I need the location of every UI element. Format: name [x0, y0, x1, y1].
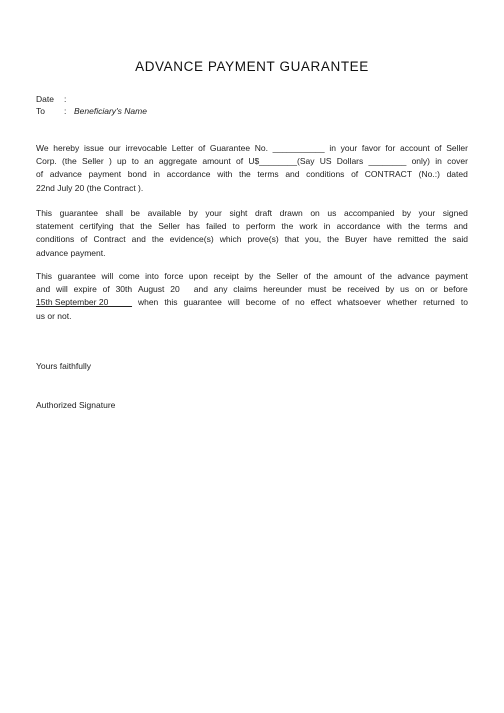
word: said [452, 234, 468, 245]
word: and [453, 221, 468, 232]
word: an [144, 156, 154, 167]
word: or [430, 284, 438, 295]
word: certifying [79, 221, 114, 232]
word: ___________ [272, 143, 325, 153]
word: into [145, 271, 159, 281]
word: will [101, 271, 114, 281]
word: hereby [53, 143, 80, 153]
word: any [213, 284, 228, 295]
word: dated [446, 169, 468, 180]
word: conditions [306, 169, 345, 180]
word: ) [108, 156, 112, 167]
word: and [193, 284, 208, 295]
word: US [319, 156, 332, 167]
para1-line2 [36, 155, 468, 168]
closing-text: Yours faithfully [36, 361, 91, 371]
word: CONTRACT [364, 169, 413, 180]
word: and [131, 234, 146, 245]
date-colon: : [64, 94, 67, 104]
word: Guarantee [209, 143, 251, 153]
word: Buyer [344, 234, 368, 245]
paragraph-availability [36, 207, 468, 260]
word: will [227, 297, 240, 308]
word [186, 283, 188, 296]
word: terms [426, 221, 448, 232]
para3-line2 [36, 283, 468, 296]
word: on [414, 284, 425, 295]
word: in [435, 156, 442, 167]
word: the [380, 271, 392, 281]
word: Seller [276, 271, 299, 281]
word: has [186, 221, 200, 232]
word: advance [49, 169, 82, 180]
word: drawn [279, 208, 303, 218]
word: be [130, 208, 141, 218]
word: up [117, 156, 127, 167]
word: ________ [368, 156, 407, 167]
word: perform [245, 221, 276, 232]
word: to [232, 221, 240, 232]
word: This [36, 271, 53, 281]
word: of [198, 143, 206, 153]
word: August [137, 284, 165, 295]
authorized-signature-label: Authorized Signature [36, 400, 116, 410]
word: Letter [171, 143, 194, 153]
word: (No.:) [418, 169, 440, 180]
word: in [323, 221, 331, 232]
word: payment [88, 169, 122, 180]
word: the [151, 234, 164, 245]
beneficiary-name: Beneficiary's Name [74, 106, 147, 116]
word: amount [202, 156, 231, 167]
word: shall [105, 208, 123, 218]
word: of [36, 169, 44, 180]
word: bond [127, 169, 147, 180]
word: before [443, 284, 468, 295]
word: the [327, 234, 339, 245]
word: of [434, 143, 442, 153]
document-title: ADVANCE PAYMENT GUARANTEE [135, 59, 369, 74]
word: of [282, 297, 290, 308]
word: be [332, 284, 342, 295]
word: guarantee [57, 271, 96, 281]
word: your [418, 208, 436, 218]
word: will [56, 284, 68, 295]
word: sight [229, 208, 248, 218]
word: statement [36, 221, 74, 232]
word: conditions [36, 234, 75, 245]
word: Corp. [36, 156, 57, 167]
word: guarantee [183, 297, 222, 308]
to-colon: : [64, 106, 67, 116]
word: us [400, 284, 410, 295]
date-label: Date [36, 94, 54, 104]
word: (the [62, 156, 77, 167]
word: 20 [170, 284, 180, 295]
word: of [102, 284, 110, 295]
para1-line4: 22nd July 20 (the Contract ). [36, 182, 144, 193]
word: force [164, 271, 184, 281]
word: must [307, 284, 327, 295]
word: by [385, 284, 395, 295]
word: favor [361, 143, 381, 153]
word: have [373, 234, 392, 245]
word: that [284, 234, 299, 245]
para1-line3 [36, 168, 468, 181]
word: signed [442, 208, 468, 218]
para3-line3 [36, 296, 468, 309]
para1-line1 [36, 142, 468, 155]
word: expire [73, 284, 97, 295]
word: the [316, 271, 329, 281]
word: and [285, 169, 300, 180]
word: us [327, 208, 337, 218]
word: the [140, 221, 153, 232]
word: on [310, 208, 320, 218]
word: evidence(s) [169, 234, 214, 245]
word: the [408, 221, 420, 232]
word: whether [386, 297, 418, 308]
paragraph-guarantee-issue [36, 142, 468, 195]
word: with [217, 169, 233, 180]
word: work [299, 221, 318, 232]
word: of [367, 271, 375, 281]
word: accompanied [343, 208, 395, 218]
word: Seller [81, 156, 104, 167]
word: by [244, 271, 254, 281]
word: aggregate [158, 156, 198, 167]
word: whatsoever [337, 297, 381, 308]
word: the [434, 234, 447, 245]
word: available [147, 208, 182, 218]
para3-line1 [36, 270, 468, 283]
word: become [245, 297, 277, 308]
word: U$________(Say [248, 156, 315, 167]
word: returned [423, 297, 455, 308]
word: to [460, 297, 468, 308]
word: for [385, 143, 396, 153]
word: 30th [115, 284, 133, 295]
word: Seller [158, 221, 180, 232]
word: effect [310, 297, 332, 308]
word: by [402, 208, 412, 218]
word: terms [257, 169, 279, 180]
word: No. [254, 143, 268, 153]
word: come [118, 271, 140, 281]
word: of [235, 156, 244, 167]
word: of [80, 234, 88, 245]
para2-line3 [36, 233, 468, 246]
word: in [329, 143, 336, 153]
date-row [36, 94, 74, 105]
word: received [347, 284, 380, 295]
word: this [164, 297, 178, 308]
word: of [303, 271, 311, 281]
word: to [131, 156, 139, 167]
word: receipt [213, 271, 239, 281]
word: only) [411, 156, 431, 167]
word: in [153, 169, 160, 180]
word: guarantee [59, 208, 98, 218]
word: your [340, 143, 358, 153]
para2-line2 [36, 220, 468, 233]
word: claims [233, 284, 258, 295]
word: and [36, 284, 51, 295]
word: amount [333, 271, 362, 281]
word: our [108, 143, 121, 153]
word: account [400, 143, 430, 153]
para3-line4: us or not. [36, 310, 72, 321]
word: when [137, 297, 159, 308]
word: Seller [446, 143, 468, 153]
word: draft [255, 208, 273, 218]
word: issue [83, 143, 104, 153]
word: no [295, 297, 305, 308]
para2-line1 [36, 207, 468, 220]
word: the [281, 221, 294, 232]
word: you, [304, 234, 322, 245]
word: upon [188, 271, 208, 281]
word: Dollars [336, 156, 364, 167]
to-row [36, 106, 147, 117]
word: payment [435, 271, 468, 281]
word: of [351, 169, 359, 180]
word: which [219, 234, 242, 245]
word: remitted [397, 234, 429, 245]
word: cover [447, 156, 468, 167]
word: with [386, 221, 402, 232]
word: This [36, 208, 53, 218]
word: accordance [336, 221, 381, 232]
paragraph-validity [36, 270, 468, 323]
word: Contract [93, 234, 126, 245]
word: failed [206, 221, 227, 232]
to-label: To [36, 106, 45, 116]
word: hereunder [263, 284, 302, 295]
word: the [238, 169, 251, 180]
word: that [119, 221, 134, 232]
word: your [205, 208, 222, 218]
expiry-date-underlined: 15th September 20_____ [36, 297, 132, 308]
word: by [188, 208, 198, 218]
para2-line4: advance payment. [36, 247, 106, 258]
word: prove(s) [247, 234, 279, 245]
word: irrevocable [125, 143, 168, 153]
word: advance [397, 271, 430, 281]
word: We [36, 143, 49, 153]
word: the [258, 271, 271, 281]
word: accordance [166, 169, 211, 180]
